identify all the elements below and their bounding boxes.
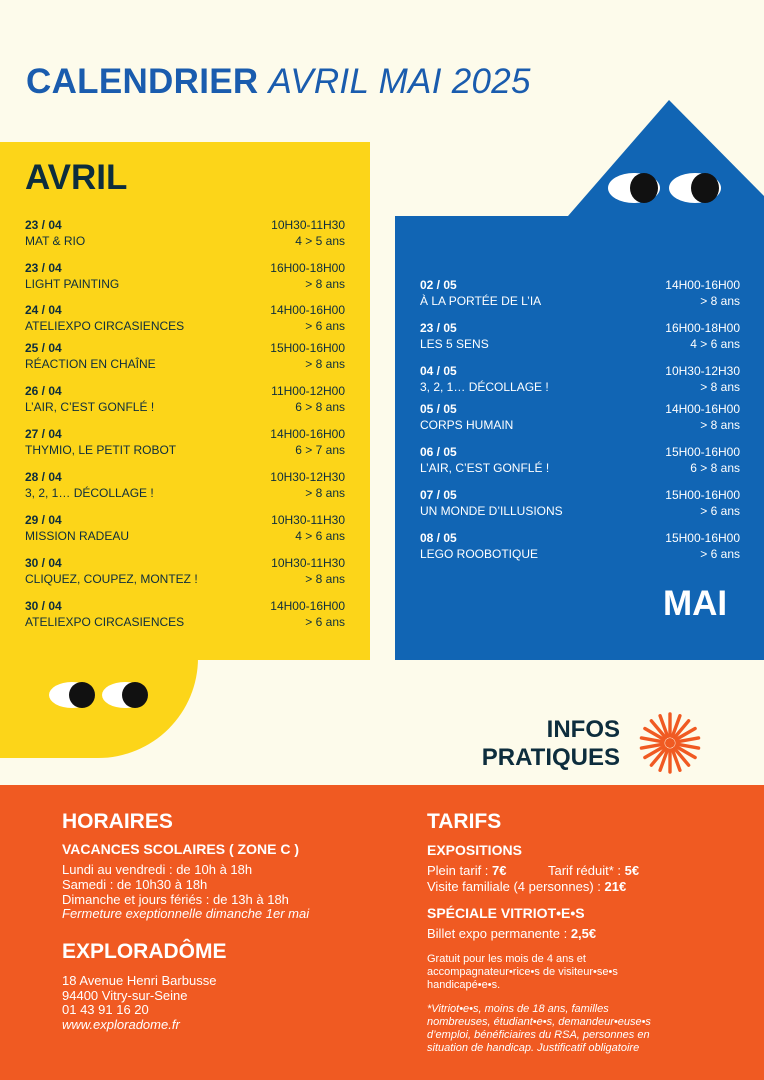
sun-burst-icon	[638, 711, 702, 775]
expositions-heading: EXPOSITIONS	[427, 842, 522, 858]
event-name: 3, 2, 1… DÉCOLLAGE !	[420, 380, 549, 394]
event-age: 4 > 6 ans	[295, 529, 345, 543]
event-name: UN MONDE D’ILLUSIONS	[420, 504, 563, 518]
event-time: 15H00-16H00	[665, 445, 740, 459]
horaires-heading: HORAIRES	[62, 810, 173, 833]
avril-event	[25, 555, 345, 589]
avril-event	[25, 217, 345, 251]
horaires-line: Lundi au vendredi : de 10h à 18h	[62, 862, 253, 877]
event-age: > 6 ans	[700, 547, 740, 561]
avril-heading: AVRIL	[25, 158, 128, 197]
event-time: 14H00-16H00	[270, 599, 345, 613]
event-name: MISSION RADEAU	[25, 529, 130, 543]
horaires-subheading: VACANCES SCOLAIRES ( ZONE C )	[62, 841, 299, 857]
billet-expo-value: 2,5€	[570, 926, 597, 941]
event-name: CORPS HUMAIN	[420, 418, 514, 432]
event-date: 08 / 05	[420, 531, 457, 545]
event-date: 02 / 05	[420, 278, 457, 292]
avril-event	[25, 469, 345, 503]
event-age: > 8 ans	[305, 277, 345, 291]
tarif-reduit-label: Tarif réduit* :	[548, 863, 625, 878]
event-age: > 6 ans	[305, 615, 345, 629]
infos-pratiques-heading	[470, 716, 620, 772]
event-time: 16H00-18H00	[270, 261, 345, 275]
event-time: 10H30-11H30	[271, 513, 345, 527]
gratuit-line: handicapé•e•s.	[427, 979, 501, 991]
event-date: 04 / 05	[420, 364, 457, 378]
event-name: THYMIO, LE PETIT ROBOT	[25, 443, 177, 457]
event-age: > 6 ans	[305, 319, 345, 333]
event-time: 11H00-12H00	[271, 384, 345, 398]
mai-event	[420, 320, 740, 354]
city: 94400 Vitry-sur-Seine	[62, 988, 188, 1003]
event-date: 30 / 04	[25, 556, 62, 570]
mai-event	[420, 487, 740, 521]
avril-event	[25, 260, 345, 294]
tarif-reduit-value: 5€	[624, 863, 640, 878]
event-date: 23 / 04	[25, 218, 62, 232]
horaires-line: Dimanche et jours fériés : de 13h à 18h	[62, 892, 289, 907]
infos-line2: PRATIQUES	[481, 744, 620, 771]
event-date: 24 / 04	[25, 303, 62, 317]
event-name: RÉACTION EN CHAÎNE	[25, 357, 156, 371]
event-age: 6 > 7 ans	[295, 443, 345, 457]
event-date: 23 / 05	[420, 321, 457, 335]
website-link[interactable]: www.exploradome.fr	[62, 1017, 180, 1032]
event-age: > 8 ans	[700, 380, 740, 394]
event-time: 10H30-12H30	[665, 364, 740, 378]
event-time: 15H00-16H00	[665, 488, 740, 502]
event-age: > 8 ans	[305, 357, 345, 371]
title-italic: AVRIL MAI 2025	[268, 62, 531, 101]
event-age: 4 > 6 ans	[690, 337, 740, 351]
event-name: MAT & RIO	[25, 234, 86, 248]
event-name: CLIQUEZ, COUPEZ, MONTEZ !	[25, 572, 198, 586]
event-date: 27 / 04	[25, 427, 62, 441]
visite-familiale-label: Visite familiale (4 personnes) :	[427, 879, 605, 894]
mai-event	[420, 363, 740, 397]
event-name: LES 5 SENS	[420, 337, 489, 351]
mai-heading: MAI	[663, 584, 728, 623]
mai-event	[420, 277, 740, 311]
event-time: 16H00-18H00	[665, 321, 740, 335]
event-time: 14H00-16H00	[665, 278, 740, 292]
event-age: > 8 ans	[305, 572, 345, 586]
avril-event	[25, 340, 345, 374]
event-time: 14H00-16H00	[665, 402, 740, 416]
exploradome-heading: EXPLORADÔME	[62, 940, 227, 963]
avril-event	[25, 302, 345, 336]
yellow-eyes-icon	[0, 670, 200, 720]
avril-event	[25, 426, 345, 460]
phone: 01 43 91 16 20	[62, 1002, 149, 1017]
mai-event	[420, 530, 740, 564]
plein-tarif	[427, 863, 507, 878]
event-age: > 8 ans	[700, 294, 740, 308]
footnote-line: d’emploi, bénéficiaires du RSA, personnes en	[427, 1029, 650, 1041]
mai-event	[420, 401, 740, 435]
avril-event	[25, 598, 345, 632]
event-name: ATELIEXPO CIRCASIENCES	[25, 319, 185, 333]
gratuit-line: Gratuit pour les mois de 4 ans et	[427, 953, 586, 965]
event-name: LIGHT PAINTING	[25, 277, 120, 291]
event-date: 25 / 04	[25, 341, 62, 355]
billet-expo-label: Billet expo permanente :	[427, 926, 571, 941]
event-age: > 6 ans	[700, 504, 740, 518]
mai-event	[420, 444, 740, 478]
event-date: 28 / 04	[25, 470, 62, 484]
horaires-line: Samedi : de 10h30 à 18h	[62, 877, 208, 892]
visite-familiale-value: 21€	[604, 879, 627, 894]
visite-familiale	[427, 879, 626, 894]
event-time: 10H30-11H30	[271, 218, 345, 232]
footnote-line: situation de handicap. Justificatif obligatoire	[427, 1042, 640, 1054]
event-name: L’AIR, C’EST GONFLÉ !	[420, 461, 550, 475]
event-time: 10H30-12H30	[270, 470, 345, 484]
vitriot-heading: SPÉCIALE VITRIOT•E•S	[427, 905, 585, 921]
tarif-reduit	[548, 863, 639, 878]
title-bold: CALENDRIER	[26, 62, 259, 101]
infos-line1: INFOS	[546, 716, 620, 743]
event-date: 06 / 05	[420, 445, 457, 459]
event-age: > 8 ans	[700, 418, 740, 432]
event-date: 29 / 04	[25, 513, 62, 527]
event-name: ATELIEXPO CIRCASIENCES	[25, 615, 185, 629]
plein-tarif-label: Plein tarif :	[427, 863, 493, 878]
horaires-note: Fermeture exeptionnelle dimanche 1er mai	[62, 906, 310, 921]
tarifs-heading: TARIFS	[427, 810, 502, 833]
billet-expo	[427, 926, 596, 941]
event-date: 30 / 04	[25, 599, 62, 613]
plein-tarif-value: 7€	[492, 863, 507, 878]
event-name: LEGO ROOBOTIQUE	[420, 547, 539, 561]
event-age: 6 > 8 ans	[295, 400, 345, 414]
event-age: 4 > 5 ans	[295, 234, 345, 248]
event-time: 14H00-16H00	[270, 427, 345, 441]
footnote-line: nombreuses, étudiant•e•s, demandeur•euse•s	[427, 1016, 651, 1028]
event-date: 07 / 05	[420, 488, 457, 502]
avril-event	[25, 383, 345, 417]
gratuit-line: accompagnateur•rice•s de visiteur•se•s	[427, 966, 618, 978]
event-age: 6 > 8 ans	[690, 461, 740, 475]
event-time: 14H00-16H00	[270, 303, 345, 317]
footnote-line: *Vitriot•e•s, moins de 18 ans, familles	[427, 1003, 609, 1015]
event-name: L’AIR, C’EST GONFLÉ !	[25, 400, 155, 414]
event-name: À LA PORTÉE DE L’IA	[420, 294, 542, 308]
event-name: 3, 2, 1… DÉCOLLAGE !	[25, 486, 154, 500]
event-date: 26 / 04	[25, 384, 62, 398]
address: 18 Avenue Henri Barbusse	[62, 973, 217, 988]
avril-event	[25, 512, 345, 546]
event-date: 05 / 05	[420, 402, 457, 416]
event-date: 23 / 04	[25, 261, 62, 275]
event-age: > 8 ans	[305, 486, 345, 500]
event-time: 15H00-16H00	[270, 341, 345, 355]
event-time: 15H00-16H00	[665, 531, 740, 545]
event-time: 10H30-11H30	[271, 556, 345, 570]
